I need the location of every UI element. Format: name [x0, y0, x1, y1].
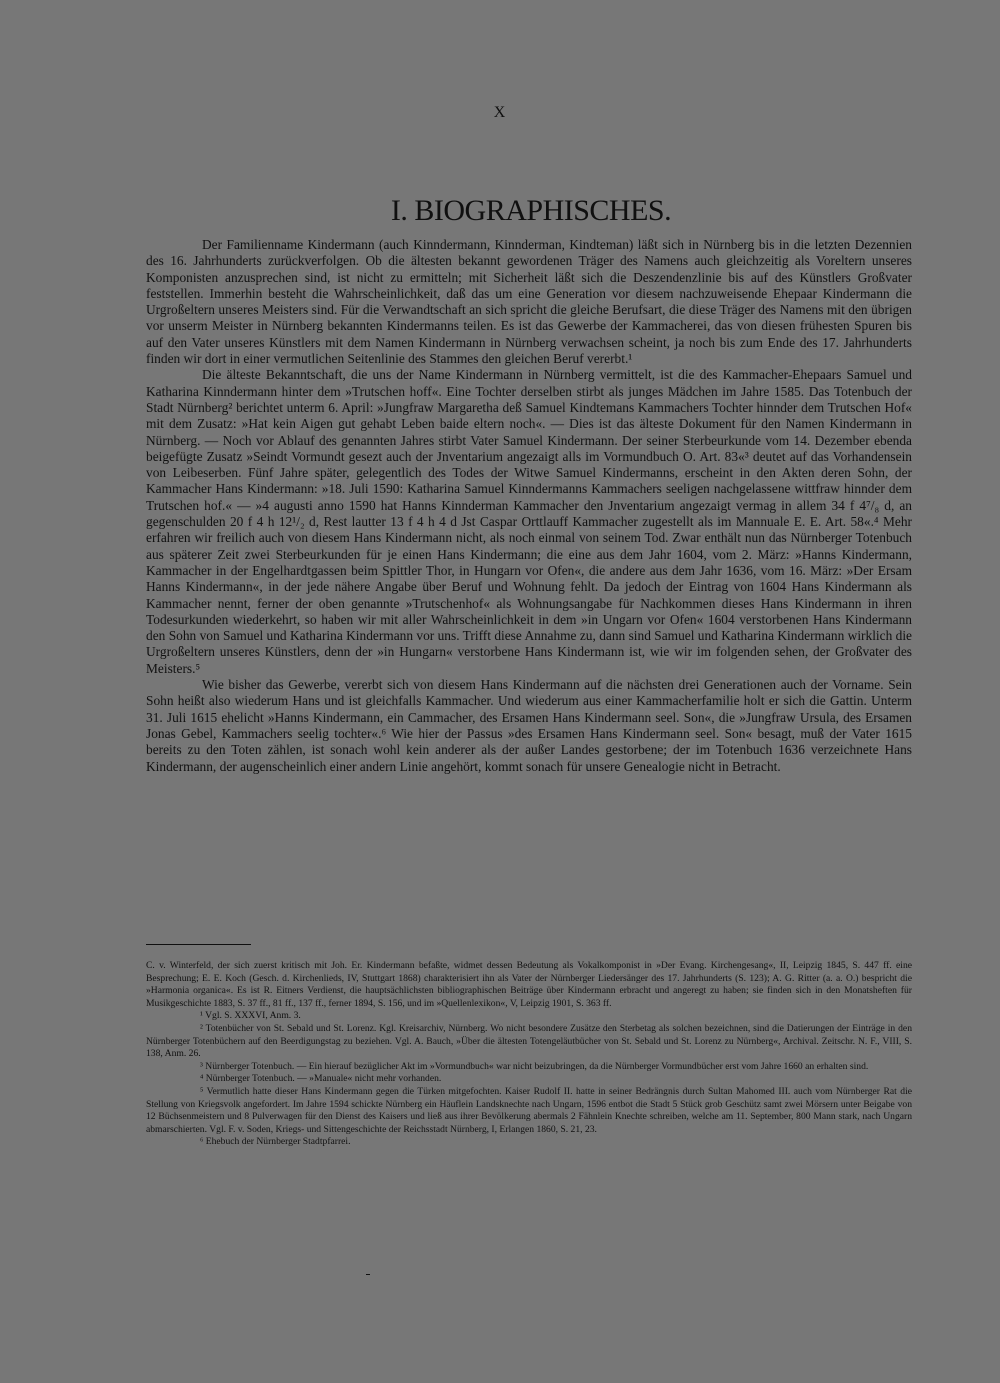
footnotes: [146, 960, 912, 1149]
footnote-3: ³ Nürnberger Totenbuch. — Ein hierauf bezüglicher Akt im »Vormundbuch« war nicht beizubringen, da die Nürnberger Vormundbücher erst vom Jahre 1660 an erhalten sind.: [200, 1060, 869, 1072]
paragraph-2: Die älteste Bekanntschaft, die uns der Name Kindermann in Nürnberg vermittelt, ist die des Kammacher-Ehepaars Samuel und Katharina Kinndermann hinter dem »Trutschen hoff«. Eine Tochter derselben stirbt als junges Mädchen im Jahre 1585. Das Totenbuch der Stadt Nürnberg² berichtet unterm 6. April: »Jungfraw Margaretha deß Samuel Kindtemans Kammachers Tochter hinnder dem Trutschen Hof« mit dem Zusatz: »Hat kein Aigen gut gehabt Leben baide eltern noch«. — Dies ist das älteste Dokument für den Namen Kindermann in Nürnberg. — Noch vor Ablauf des genannten Jahres stirbt Vater Samuel Kindermann. Der seiner Sterbeurkunde vom 14. Dezember ebenda beigefügte Zusatz »Seindt Vormundt gesezt auch der Jnventarium angezaigt alls im Vormundbuch O. Art. 83«³ deutet auf das Vorhandensein von Leibeserben. Fünf Jahre später, gelegentlich des Todes der Witwe Samuel Kindermanns, erscheint in den Akten deren Sohn, der Kammacher Hans Kindermann: »18. Juli 1590: Katharina Samuel Kinndermanns Kammachers seeligen nachgelassene wittfraw hinnder dem Trutschen hof.« — »4 augusti anno 1590 hat Hanns Kinnderman Kammacher den Jnventarium angezaigt vermag in allem 34 f 4⁷/₈ d, an gegenschulden 20 f 4 h 12¹/₂ d, Rest lautter 13 f 4 h 4 d Jst Caspar Orttlauff Kammacher zugestellt als im Mannuale E. E. Art. 58«.⁴ Mehr erfahren wir freilich auch von diesem Hans Kindermann nicht, als noch einmal von seinem Tod. Zwar enthält nun das Nürnberger Totenbuch aus späterer Zeit zwei Sterbeurkunden für je einen Hans Kindermann; die eine aus dem Jahr 1604, vom 2. März: »Hanns Kindermann, Kammacher in der Engelhardtgassen beim Spittler Thor, in Hungarn vor Ofen«, die andere aus dem Jahr 1636, vom 16. März: »Der Ersam Hanns Kindermann«, in der jede nähere Angabe über Beruf und Wohnung fehlt. Da jedoch der Eintrag von 1604 Hans Kindermann als Kammacher nennt, ferner der oben genannte »Trutschenhof« als Wohnungsangabe für Nachkommen dieses Hans Kindermann in ihren Todesurkunden wiederkehrt, so haben wir mit aller Wahrscheinlichkeit in dem »in Ungarn vor Ofen« 1604 verstorbenen Hans Kindermann den Sohn von Samuel und Katharina Kindermann vor uns. Trifft diese Annahme zu, dann sind Samuel und Katharina Kindermann wirklich die Urgroßeltern unseres Künstlers, denn der »in Hungarn« verstorbene Hans Kindermann ist, wie wir im folgenden sehen, der Großvater des Meisters.⁵: [146, 367, 912, 676]
body-text: [146, 237, 912, 775]
footnote-5: ⁵ Vermutlich hatte dieser Hans Kindermann gegen die Türken mitgefochten. Kaiser Rudolf II. hatte in seiner Bedrängnis durch Sultan Mahomed III. auch vom Nürnberger Rat die Stellung von Kriegsvolk angefordert. Im Jahre 1594 schickte Nürnberg ein Häuflein Landsknechte nach Ungarn, 1596 entbot die Stadt 5 Stück grob Geschütz samt zwei Mörsern unter Beigabe von 12 Büchsenmeistern und 8 Pulverwagen für den Dienst des Kaisers und ließ aus ihrer Bevölkerung abermals 2 Fähnlein Knechte schreiben, welche am 11. September, 800 Mann stark, nach Ungarn abmarschierten. Vgl. F. v. Soden, Kriegs- und Sittengeschichte der Reichsstadt Nürnberg, I, Erlangen 1860, S. 21, 23.: [146, 1085, 912, 1135]
page-number: X: [493, 104, 507, 121]
paragraph-1: Der Familienname Kindermann (auch Kinndermann, Kinnderman, Kindteman) läßt sich in Nürnberg bis in die letzten Dezennien des 16. Jahrhunderts zurückverfolgen. Ob die ältesten bekannt gewordenen Träger des Namens auch gleichzeitig als Voreltern unseres Komponisten anzusprechen sind, ist nicht zu ermitteln; mit Sicherheit läßt sich die Deszendenzlinie bis auf des Künstlers Großvater feststellen. Immerhin besteht die Wahrscheinlichkeit, daß das um eine Generation vor diesem nachzuweisende Ehepaar Kindermann die Urgroßeltern unseres Meisters sind. Für die Verwandtschaft an sich spricht die gleiche Berufsart, die diese Träger des Namens mit den übrigen vor unserm Meister in Nürnberg bekannten Kindermanns teilen. Es ist das Gewerbe der Kammacherei, das von diesen frühesten Spuren bis auf den Vater unseres Künstlers mit dem Namen Kindermann in Nürnberg verwachsen scheint, ja noch bis zum Ende des 17. Jahrhunderts finden wir dort in einer vermutlichen Seitenlinie des Stammes den gleichen Beruf vererbt.¹: [146, 237, 912, 367]
section-heading: I. BIOGRAPHISCHES.: [390, 194, 672, 227]
footnote-rule: [146, 944, 251, 945]
footnote-2: ² Totenbücher von St. Sebald und St. Lorenz. Kgl. Kreisarchiv, Nürnberg. Wo nicht besondere Zusätze den Sterbetag als solchen bezeichnen, sind die Datierungen der Einträge in den Nürnberger Totenbüchern auf den Beerdigungstag zu beziehen. Vgl. A. Bauch, »Über die ältesten Totengeläutbücher von St. Sebald und St. Lorenz zu Nürnberg«, Archival. Zeitschr. N. F., VIII, S. 138, Anm. 26.: [146, 1022, 912, 1060]
paragraph-3: Wie bisher das Gewerbe, vererbt sich von diesem Hans Kindermann auf die nächsten drei Generationen auch der Vorname. Sein Sohn heißt also wiederum Hans und ist gleichfalls Kammacher. Und wiederum aus einer Kammacherfamilie holt er sich die Gattin. Unterm 31. Juli 1615 ehelicht »Hanns Kindermann, ein Cammacher, des Ersamen Hans Kindermann seel. Son«, die »Jungfraw Ursula, des Ersamen Jonas Gebel, Kammachers seelig tochter«.⁶ Wie hier der Passus »des Ersamen Hans Kindermann seel. Son« besagt, muß der Vater 1615 bereits zu den Toten zählen, ist sonach wohl kein anderer als der außer Landes gestorbene; der im Totenbuch 1636 verzeichnete Hans Kindermann, der augenscheinlich einer andern Linie angehört, kommt sonach für unsere Genealogie nicht in Betracht.: [146, 677, 912, 774]
footnote-6: ⁶ Ehebuch der Nürnberger Stadtpfarrei.: [200, 1136, 351, 1148]
footnote-1: ¹ Vgl. S. XXXVI, Anm. 3.: [200, 1010, 301, 1022]
footnote-4: ⁴ Nürnberger Totenbuch. — »Manuale« nicht mehr vorhanden.: [200, 1073, 442, 1085]
bottom-dash: [366, 1274, 370, 1275]
footnote-intro: C. v. Winterfeld, der sich zuerst kritisch mit Joh. Er. Kindermann befaßte, widmet dessen Bedeutung als Vokalkomponist in »Der Evang. Kirchengesang«, II, Leipzig 1845, S. 447 ff. eine Besprechung; E. E. Koch (Gesch. d. Kirchenlieds, IV, Stuttgart 1868) charakterisiert ihn als Vater der Nürnberger Liedersänger des 17. Jahrhunderts (S. 123); A. G. Ritter (a. a. O.) bespricht die »Harmonia organica«. Es ist R. Eitners Verdienst, die hauptsächlichsten bibliographischen Beiträge über Kindermann erbracht und angeregt zu haben; sie finden sich in den Monatsheften für Musikgeschichte 1883, S. 37 ff., 81 ff., 137 ff., ferner 1894, S. 156, und im »Quellenlexikon«, V, Leipzig 1901, S. 363 ff.: [146, 960, 912, 1009]
